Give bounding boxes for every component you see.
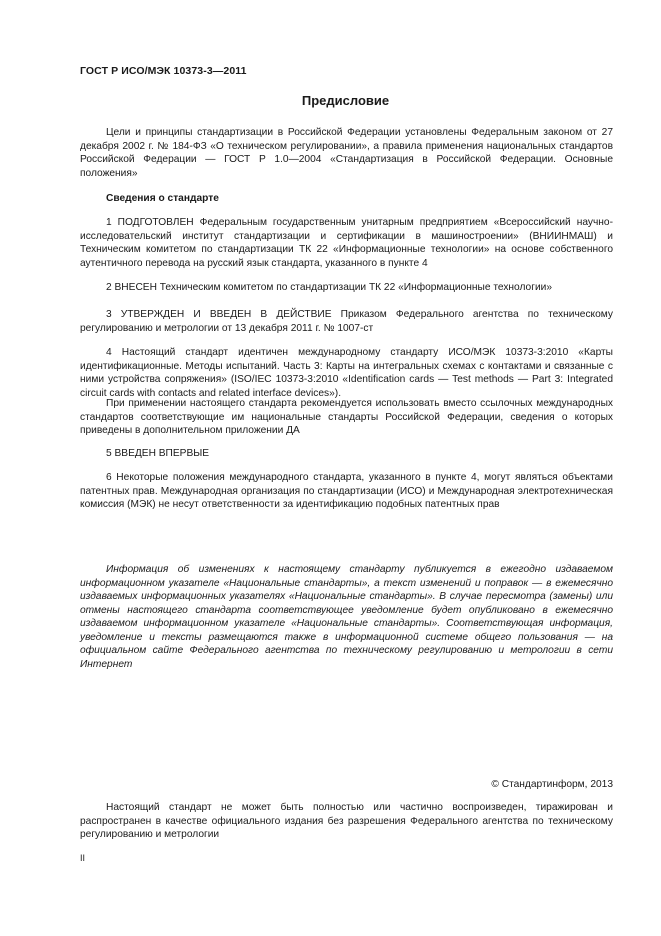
page-number: II (80, 853, 86, 863)
item-4-paragraph: 4 Настоящий стандарт идентичен международному стандарту ИСО/МЭК 10373-3:2010 «Карты идентификационные. Методы испытаний. Часть 3: Карты на интегральных схемах с контактами и связанные с ними устройства сопряжения» (ISO/IEC 10373-3:2010 «Identification cards — Test methods — Part 3: Integrated circuit cards with contacts and related interface devices»). (80, 347, 613, 399)
intro-paragraph: Цели и принципы стандартизации в Российской Федерации установлены Федеральным законом от 27 декабря 2002 г. № 184-ФЗ «О техническом регулировании», а правила применения национальных стандартов Российской Федерации — ГОСТ Р 1.0—2004 «Стандартизация в Российской Федерации. Основные положения» (80, 127, 613, 179)
item-3-paragraph: 3 УТВЕРЖДЕН И ВВЕДЕН В ДЕЙСТВИЕ Приказом Федерального агентства по техническому регулированию и метрологии от 13 декабря 2011 г. № 1007-ст (80, 309, 613, 334)
page-title: Предисловие (301, 93, 390, 108)
section-subheading: Сведения о стандарте (106, 193, 219, 204)
item-6-paragraph: 6 Некоторые положения международного стандарта, указанного в пункте 4, могут являться объектами патентных прав. Международная организация по стандартизации (ИСО) и Международная электротехническая комиссия (МЭК) не несут ответственности за идентификацию подобных патентных прав (80, 472, 613, 510)
reproduction-paragraph: Настоящий стандарт не может быть полностью или частично воспроизведен, тиражирован и распространен в качестве официального издания без разрешения Федерального агентства по техническому регулированию и метрологии (80, 802, 613, 840)
notice-paragraph: Информация об изменениях к настоящему стандарту публикуется в ежегодно издаваемом информационном указателе «Национальные стандарты», а текст изменений и поправок — в ежемесячно издаваемых информационных указателях «Национальные стандарты». В случае пересмотра (замены) или отмены настоящего стандарта соответствующее уведомление будет опубликовано в ежемесячно издаваемом информационном указателе «Национальные стандарты». Соответствующая информация, уведомление и тексты размещаются также в информационной системе общего пользования — на официальном сайте Федерального агентства по техническому регулированию и метрологии в сети Интернет (80, 564, 613, 670)
item-4-note-paragraph: При применении настоящего стандарта рекомендуется использовать вместо ссылочных международных стандартов соответствующие им национальные стандарты Российской Федерации, сведения о которых приведены в дополнительном приложении ДА (80, 398, 613, 436)
item-1-paragraph: 1 ПОДГОТОВЛЕН Федеральным государственным унитарным предприятием «Всероссийский научно-исследовательский институт стандартизации и сертификации в машиностроении» (ВНИИНМАШ) и Техническим комитетом по стандартизации ТК 22 «Информационные технологии» на основе собственного аутентичного перевода на русский язык стандарта, указанного в пункте 4 (80, 217, 613, 269)
item-2-paragraph: 2 ВНЕСЕН Техническим комитетом по стандартизации ТК 22 «Информационные технологии» (106, 282, 552, 293)
document-header: ГОСТ Р ИСО/МЭК 10373-3—2011 (80, 65, 247, 77)
item-5-paragraph: 5 ВВЕДЕН ВПЕРВЫЕ (106, 448, 210, 459)
copyright-line: © Стандартинформ, 2013 (491, 779, 613, 790)
